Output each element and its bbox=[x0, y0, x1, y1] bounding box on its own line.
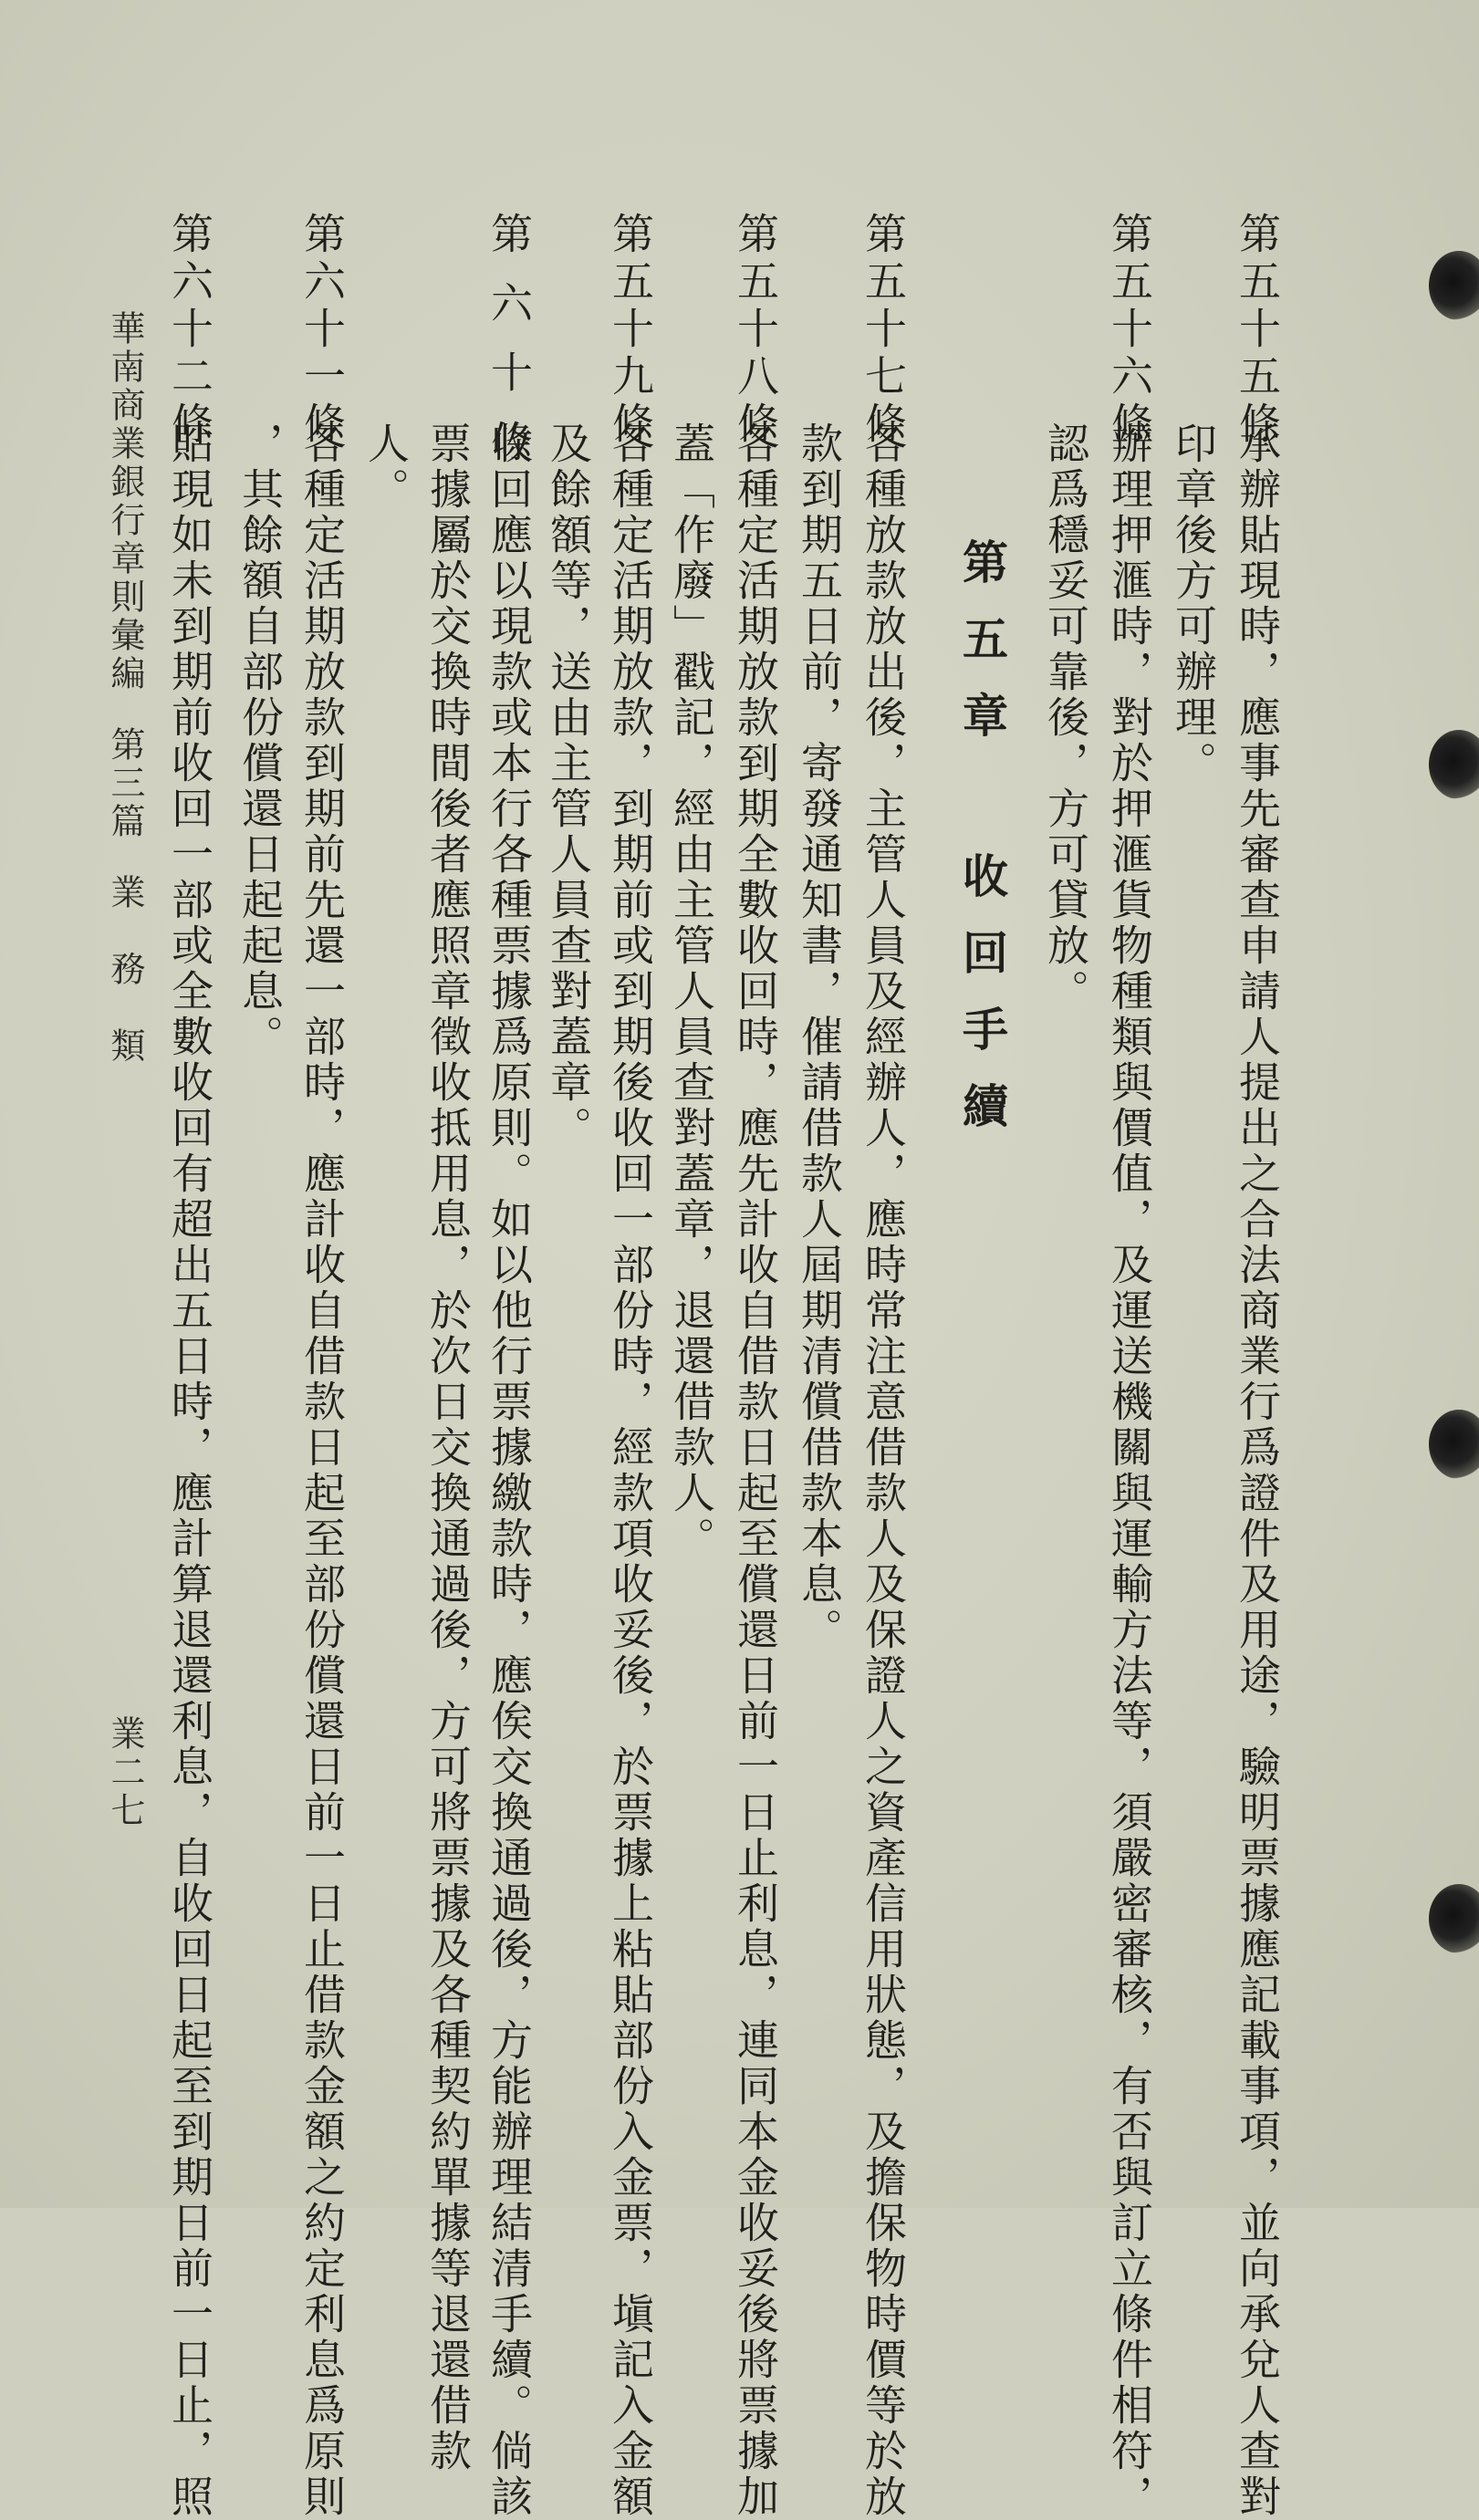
article-58-text: 各種定活期放款到期全數收回時，應先計收自借款日起至償還日前一日止利息，連同本金收妥後將票據加 bbox=[731, 422, 780, 2520]
article-60-continuation: 票據屬於交換時間後者應照章徵收抵用息，於次日交換通過後，方可將票據及各種契約單據等退還借款 bbox=[423, 422, 473, 2474]
article-59-text: 各種定活期放款，到期前或到期後收回一部份時，經款項收妥後，於票據上粘貼部份入金票，塡記入金額 bbox=[606, 422, 655, 2520]
article-59-label: 第五十九條 bbox=[606, 212, 655, 449]
article-55-continuation: 印章後方可辦理。 bbox=[1169, 422, 1218, 786]
running-footer bbox=[100, 310, 151, 1066]
article-55-label: 第五十五條 bbox=[1233, 212, 1282, 449]
article-57-label: 第五十七條 bbox=[859, 212, 908, 449]
footer-part: 第三篇 bbox=[105, 726, 145, 841]
article-57-text: 各種放款放出後，主管人員及經辦人，應時常注意借款人及保證人之資產信用狀態，及擔保物時價等於放 bbox=[859, 422, 908, 2520]
article-58-continuation: 蓋「作廢」戳記，經由主管人員查對蓋章，退還借款人。 bbox=[667, 422, 716, 1562]
article-61-continuation: ，其餘額自部份償還日起起息。 bbox=[235, 422, 285, 1060]
article-61-text: 各種定活期放款到期前先還一部時，應計收自借款日起至部份償還日前一日止借款金額之約定利息爲原則 bbox=[297, 422, 347, 2520]
binding-hole bbox=[1429, 1410, 1479, 1479]
article-57-continuation: 款到期五日前，寄發通知書，催請借款人屆期清償借款本息。 bbox=[795, 422, 844, 1653]
binding-hole bbox=[1429, 251, 1479, 320]
article-60-continuation-2: 人。 bbox=[361, 422, 411, 513]
article-56-text: 辦理押滙時，對於押滙貨物種類與價值，及運送機關與運輸方法等，須嚴密審核，有否與訂立條件相符， bbox=[1105, 422, 1154, 2520]
article-56-continuation: 認爲穩妥可靠後，方可貸放。 bbox=[1041, 422, 1090, 1015]
binding-hole bbox=[1429, 1884, 1479, 1953]
article-60-text: 收回應以現款或本行各種票據爲原則。如以他行票據繳款時，應俟交換通過後，方能辦理結清手續。倘該 bbox=[484, 422, 534, 2520]
footer-book-title: 華南商業銀行章則彙編 bbox=[105, 310, 145, 693]
article-56-label: 第五十六條 bbox=[1105, 212, 1154, 449]
chapter-heading: 第五章 收回手續 bbox=[955, 538, 1008, 1159]
article-58-label: 第五十八條 bbox=[731, 212, 780, 449]
page-number: 業二七 bbox=[105, 1715, 145, 1830]
article-60-label: 第六十條 bbox=[484, 212, 534, 489]
article-55-text: 承辦貼現時，應事先審查申請人提出之合法商業行爲證件及用途，驗明票據應記載事項，並向承兌人查對 bbox=[1233, 422, 1282, 2520]
binding-hole bbox=[1429, 730, 1479, 799]
article-62-text: 貼現如未到期前收回一部或全數收回有超出五日時，應計算退還利息，自收回日起至到期日前一日止，照 bbox=[165, 422, 214, 2520]
article-61-label: 第六十一條 bbox=[297, 212, 347, 449]
article-59-continuation: 及餘額等，送由主管人員查對蓋章。 bbox=[544, 422, 593, 1151]
article-62-label: 第六十二條 bbox=[165, 212, 214, 449]
footer-section: 業 務 類 bbox=[105, 874, 145, 1066]
